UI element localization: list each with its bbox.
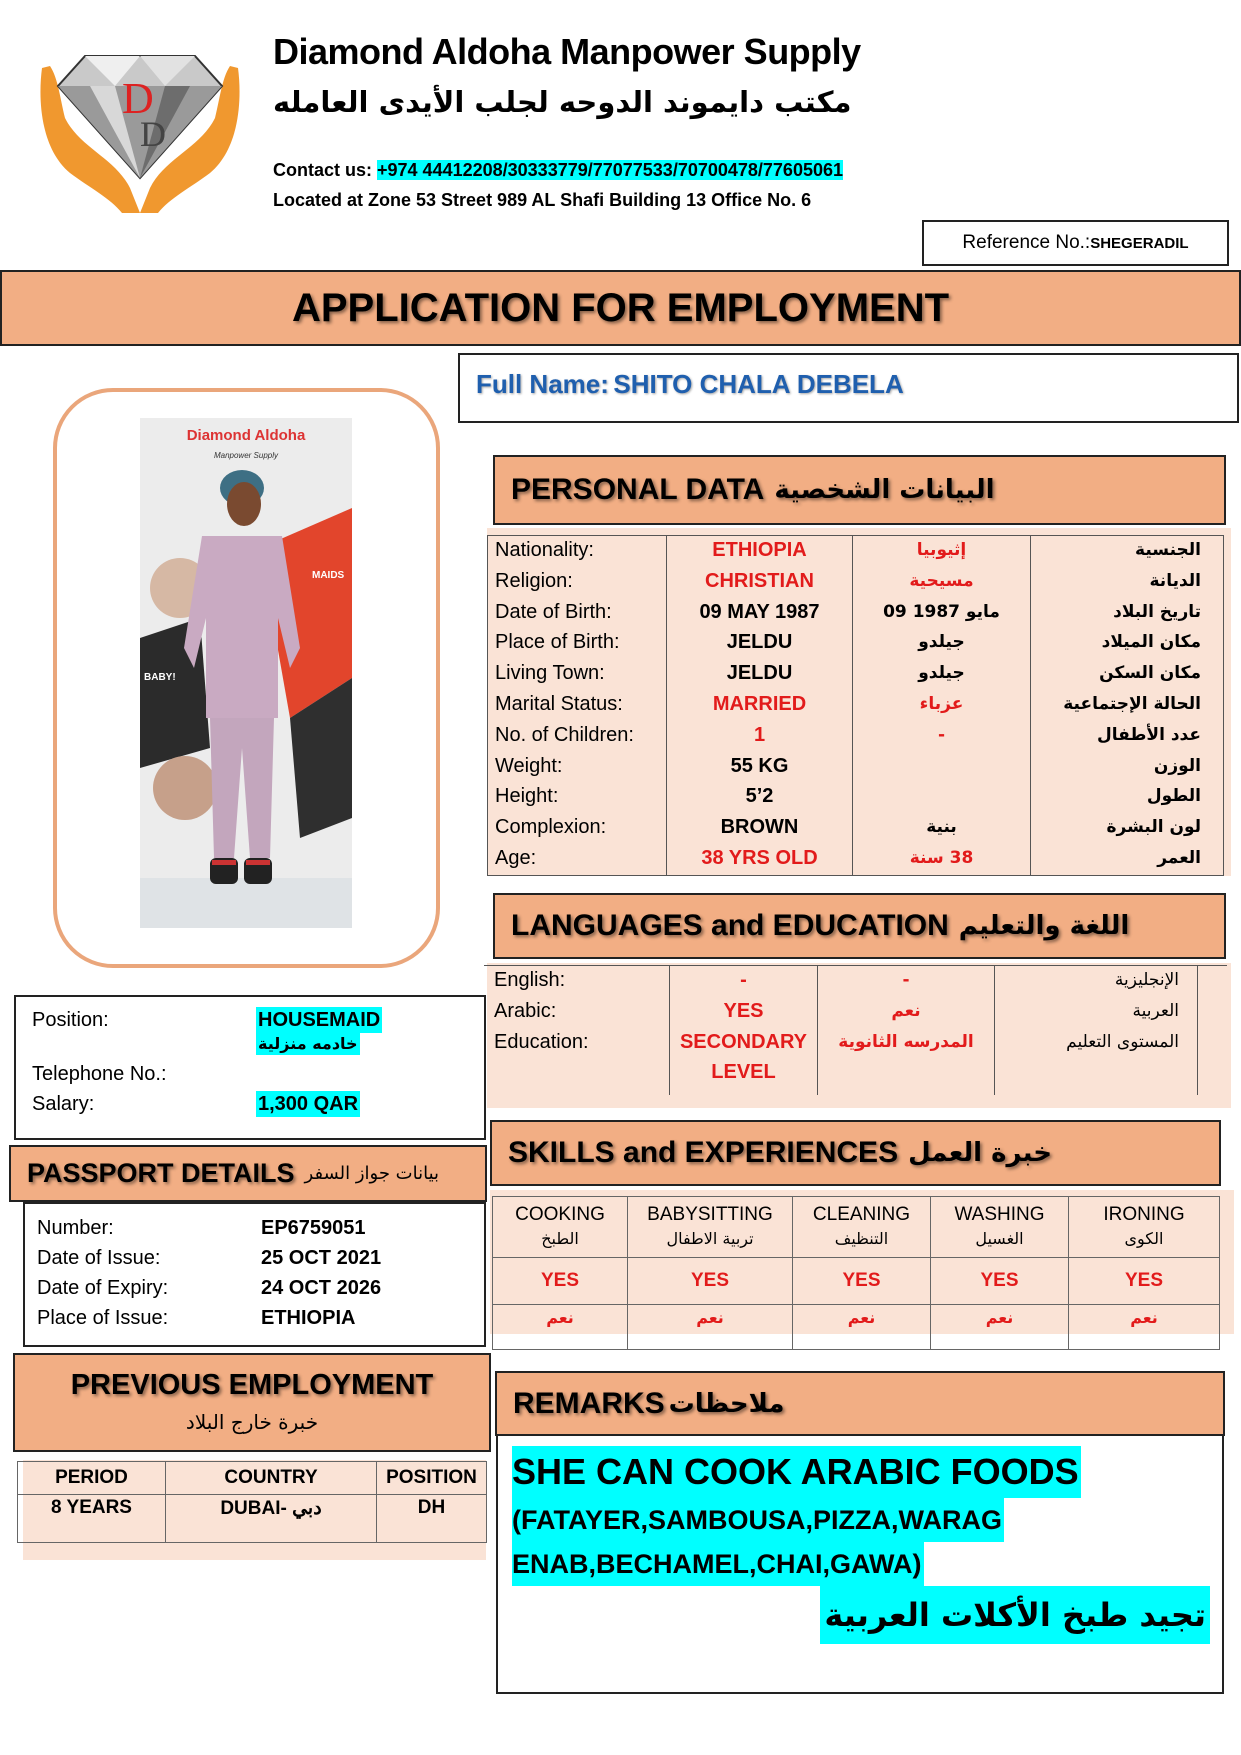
personal-value-arabic xyxy=(853,781,1030,812)
full-name-label: Full Name: xyxy=(476,369,609,399)
remarks-line-arabic: تجيد طبخ الأكلات العربية xyxy=(820,1586,1210,1644)
reference-value: SHEGERADIL xyxy=(1090,234,1189,252)
skill-name: IRONING xyxy=(1103,1204,1185,1225)
issue-place-label: Place of Issue: xyxy=(37,1307,169,1329)
remarks-box xyxy=(496,1436,1224,1694)
languages-labels-column xyxy=(484,965,670,1095)
personal-label-arabic: الحالة الإجتماعية xyxy=(1063,693,1201,714)
remarks-line-3-row xyxy=(512,1542,1210,1586)
language-label: Arabic: xyxy=(494,999,557,1022)
personal-label: Date of Birth: xyxy=(495,600,612,623)
languages-values-column xyxy=(670,965,818,1095)
banner-sub: Manpower Supply xyxy=(213,451,279,460)
logo-letter-d1: D xyxy=(122,74,154,123)
position-row xyxy=(32,1007,484,1055)
personal-value: 38 YRS OLD xyxy=(701,846,818,869)
personal-label-arabic: الطول xyxy=(1146,786,1201,807)
contact-numbers: +974 44412208/30333779/77077533/70700478/77605061 xyxy=(377,160,843,180)
language-label: English: xyxy=(494,969,566,991)
skill-cooking xyxy=(493,1197,628,1258)
personal-value-arabic: جيلدو xyxy=(918,632,965,653)
position-value-group xyxy=(256,1007,382,1055)
skill-value-arabic: نعم xyxy=(493,1305,628,1350)
remarks-line-1-row xyxy=(512,1446,1210,1498)
personal-value-arabic: 38 سنة xyxy=(909,847,974,868)
telephone-label: Telephone No.: xyxy=(32,1063,167,1085)
skills-header xyxy=(490,1120,1221,1186)
reference-label: Reference No.: xyxy=(962,232,1091,253)
personal-data-title-arabic: البيانات الشخصية xyxy=(774,475,995,505)
language-label-arabic: العربية xyxy=(1132,1000,1179,1021)
skill-value-arabic: نعم xyxy=(793,1305,931,1350)
contact-line xyxy=(273,158,843,182)
skills-table xyxy=(492,1196,1220,1350)
banner-maids: MAIDS xyxy=(312,570,345,581)
company-name: Diamond Aldoha Manpower Supply xyxy=(273,31,861,72)
languages-values-arabic-column xyxy=(818,965,995,1095)
languages-title: LANGUAGES and EDUCATION xyxy=(511,909,949,942)
previous-employment-header-row xyxy=(18,1462,487,1495)
education-value-arabic: المدرسه الثانوية xyxy=(838,1031,974,1052)
skills-arabic-yes-row xyxy=(493,1305,1220,1350)
skill-name-arabic: الكوى xyxy=(1124,1229,1164,1248)
skill-babysitting xyxy=(628,1197,793,1258)
column-header-period: PERIOD xyxy=(18,1462,166,1495)
personal-label: Marital Status: xyxy=(495,692,623,715)
personal-label: Age: xyxy=(495,846,537,869)
expiry-date-value: 24 OCT 2026 xyxy=(261,1277,382,1299)
personal-label-arabic: العمر xyxy=(1157,847,1201,868)
position-value: HOUSEMAID xyxy=(258,1009,381,1031)
personal-label: Complexion: xyxy=(495,816,607,839)
personal-labels-arabic-column xyxy=(1031,535,1224,875)
previous-employment-title-arabic: خبرة خارج البلاد xyxy=(185,1410,319,1434)
skills-title: SKILLS and EXPERIENCES xyxy=(508,1136,899,1169)
expiry-date-label: Date of Expiry: xyxy=(37,1277,169,1299)
languages-title-arabic: اللغة والتعليم xyxy=(958,911,1130,941)
issue-date-value: 25 OCT 2021 xyxy=(261,1247,382,1269)
personal-label-arabic: الديانة xyxy=(1149,570,1201,591)
skill-value-arabic: نعم xyxy=(628,1305,793,1350)
personal-label: Living Town: xyxy=(495,662,605,685)
passport-title-arabic: بيانات جواز السفر xyxy=(304,1163,440,1184)
languages-labels-arabic-column xyxy=(995,965,1198,1095)
personal-value-arabic xyxy=(853,751,1030,782)
personal-value: JELDU xyxy=(726,662,793,685)
remarks-header xyxy=(495,1371,1225,1436)
personal-labels-column xyxy=(487,535,667,875)
telephone-row xyxy=(32,1061,484,1087)
personal-label: Religion: xyxy=(495,569,573,592)
position-label: Position: xyxy=(32,1009,109,1031)
languages-header xyxy=(493,893,1226,959)
personal-value: BROWN xyxy=(720,816,799,839)
applicant-photo-illustration xyxy=(140,418,352,928)
education-value: SECONDARY LEVEL xyxy=(679,1030,808,1084)
previous-employment-header xyxy=(13,1353,491,1452)
logo-letter-d2: D xyxy=(140,114,166,154)
remarks-line-2: (FATAYER,SAMBOUSA,PIZZA,WARAG xyxy=(512,1498,1004,1542)
salary-value: 1,300 QAR xyxy=(258,1093,359,1115)
passport-title: PASSPORT DETAILS xyxy=(27,1158,295,1188)
passport-number-label: Number: xyxy=(37,1217,114,1239)
passport-header xyxy=(9,1145,487,1202)
skill-name-arabic: الطبخ xyxy=(541,1229,579,1248)
page-title: APPLICATION FOR EMPLOYMENT xyxy=(291,285,950,330)
skill-value: YES xyxy=(931,1258,1069,1305)
period-cell: 8 YEARS xyxy=(18,1495,166,1543)
personal-value: 5’2 xyxy=(745,785,774,808)
personal-label: No. of Children: xyxy=(495,723,634,746)
personal-data-header xyxy=(493,455,1226,525)
skill-washing xyxy=(931,1197,1069,1258)
position-box xyxy=(14,995,486,1140)
issue-place-row xyxy=(37,1303,484,1333)
previous-employment-title: PREVIOUS EMPLOYMENT xyxy=(70,1369,434,1401)
language-label-arabic: المستوى التعليم xyxy=(1066,1031,1179,1052)
salary-row xyxy=(32,1091,484,1117)
full-name-value: SHITO CHALA DEBELA xyxy=(613,369,904,399)
position-value-arabic: خادمه منزلية xyxy=(258,1034,358,1053)
personal-label-arabic: الوزن xyxy=(1153,755,1201,776)
personal-data-title: PERSONAL DATA xyxy=(511,473,765,506)
passport-number-value: EP6759051 xyxy=(261,1217,366,1239)
full-name-box xyxy=(458,353,1239,423)
remarks-line-1: SHE CAN COOK ARABIC FOODS xyxy=(512,1446,1081,1498)
skill-cleaning xyxy=(793,1197,931,1258)
personal-label: Nationality: xyxy=(495,539,594,561)
personal-value-arabic: مسيحية xyxy=(909,570,974,591)
title-band xyxy=(0,270,1241,346)
remarks-line-arabic-row xyxy=(512,1586,1210,1644)
personal-value-arabic: عزباء xyxy=(919,693,964,714)
diamond-hands-logo-icon xyxy=(30,38,250,216)
personal-value-arabic: جيلدو xyxy=(918,663,965,684)
applicant-photo xyxy=(140,418,352,928)
skill-value-arabic: نعم xyxy=(931,1305,1069,1350)
skill-value-arabic: نعم xyxy=(1069,1305,1220,1350)
personal-values-column xyxy=(667,535,853,875)
personal-value: CHRISTIAN xyxy=(705,569,814,592)
skills-yes-row xyxy=(493,1258,1220,1305)
personal-label-arabic: مكان الميلاد xyxy=(1101,632,1201,653)
personal-label: Place of Birth: xyxy=(495,631,620,654)
issue-date-row xyxy=(37,1243,484,1273)
issue-place-value: ETHIOPIA xyxy=(261,1307,356,1329)
company-logo xyxy=(30,38,250,216)
personal-label: Height: xyxy=(495,785,559,808)
personal-value: 09 MAY 1987 xyxy=(699,600,820,623)
personal-table-bottom-border xyxy=(487,875,1224,876)
banner-baby: BABY! xyxy=(144,672,176,683)
remarks-title-arabic: ملاحظات xyxy=(668,1388,785,1419)
skill-name-arabic: التنظيف xyxy=(834,1229,889,1248)
personal-value: JELDU xyxy=(726,631,793,654)
salary-label: Salary: xyxy=(32,1093,95,1115)
skill-value: YES xyxy=(1069,1258,1220,1305)
personal-value: 1 xyxy=(753,723,766,746)
remarks-line-2-row xyxy=(512,1498,1210,1542)
personal-value-arabic: إثيوبيا xyxy=(916,540,967,560)
language-label: Education: xyxy=(494,1030,589,1053)
address-line: Located at Zone 53 Street 989 AL Shafi Building 13 Office No. 6 xyxy=(273,190,812,210)
personal-value: 55 KG xyxy=(730,754,789,777)
remarks-line-3: ENAB,BECHAMEL,CHAI,GAWA) xyxy=(512,1542,924,1586)
skill-value: YES xyxy=(628,1258,793,1305)
skill-value: YES xyxy=(493,1258,628,1305)
language-value-arabic: - xyxy=(902,970,910,990)
issue-date-label: Date of Issue: xyxy=(37,1247,161,1269)
personal-label-arabic: الجنسية xyxy=(1135,540,1201,560)
personal-label-arabic: تاريخ البلاد xyxy=(1113,601,1201,622)
personal-value: MARRIED xyxy=(712,692,807,715)
language-label-arabic: الإنجليزية xyxy=(1114,970,1179,990)
passport-box xyxy=(23,1202,486,1347)
passport-number-row xyxy=(37,1213,484,1243)
personal-value-arabic: مايو 1987 09 xyxy=(883,601,1000,622)
personal-label-arabic: لون البشرة xyxy=(1106,817,1201,838)
column-header-country: COUNTRY xyxy=(166,1462,377,1495)
personal-values-arabic-column xyxy=(853,535,1031,875)
personal-value-arabic: - xyxy=(937,724,946,745)
personal-value: ETHIOPIA xyxy=(712,539,807,561)
skill-name: CLEANING xyxy=(812,1204,911,1225)
banner-brand: Diamond Aldoha xyxy=(186,427,306,444)
company-name-arabic: مكتب دايموند الدوحه لجلب الأيدى العامله xyxy=(273,85,852,119)
skill-name: BABYSITTING xyxy=(647,1204,773,1225)
expiry-date-row xyxy=(37,1273,484,1303)
language-value: - xyxy=(740,969,747,991)
skill-name-arabic: الغسيل xyxy=(975,1229,1024,1248)
personal-label-arabic: مكان السكن xyxy=(1099,663,1201,684)
skills-name-row xyxy=(493,1197,1220,1258)
skill-name: WASHING xyxy=(954,1204,1045,1225)
personal-label: Weight: xyxy=(495,754,563,777)
skill-value: YES xyxy=(793,1258,931,1305)
language-value-arabic: نعم xyxy=(891,1000,921,1021)
skill-name: COOKING xyxy=(515,1204,605,1225)
previous-employment-table xyxy=(17,1461,487,1543)
skill-ironing xyxy=(1069,1197,1220,1258)
column-header-position: POSITION xyxy=(377,1462,487,1495)
language-value: YES xyxy=(723,999,764,1022)
personal-label-arabic: عدد الأطفال xyxy=(1097,724,1201,745)
personal-value-arabic: بنية xyxy=(926,817,957,838)
skill-name-arabic: تربية الاطفال xyxy=(666,1229,754,1248)
skills-title-arabic: خبرة العمل xyxy=(908,1138,1052,1168)
contact-label: Contact us: xyxy=(273,160,378,180)
position-cell: DH xyxy=(377,1495,487,1543)
country-cell: DUBAI- دبي xyxy=(166,1495,377,1543)
remarks-title: REMARKS xyxy=(513,1386,665,1420)
reference-box xyxy=(922,220,1229,266)
table-row xyxy=(18,1495,487,1543)
